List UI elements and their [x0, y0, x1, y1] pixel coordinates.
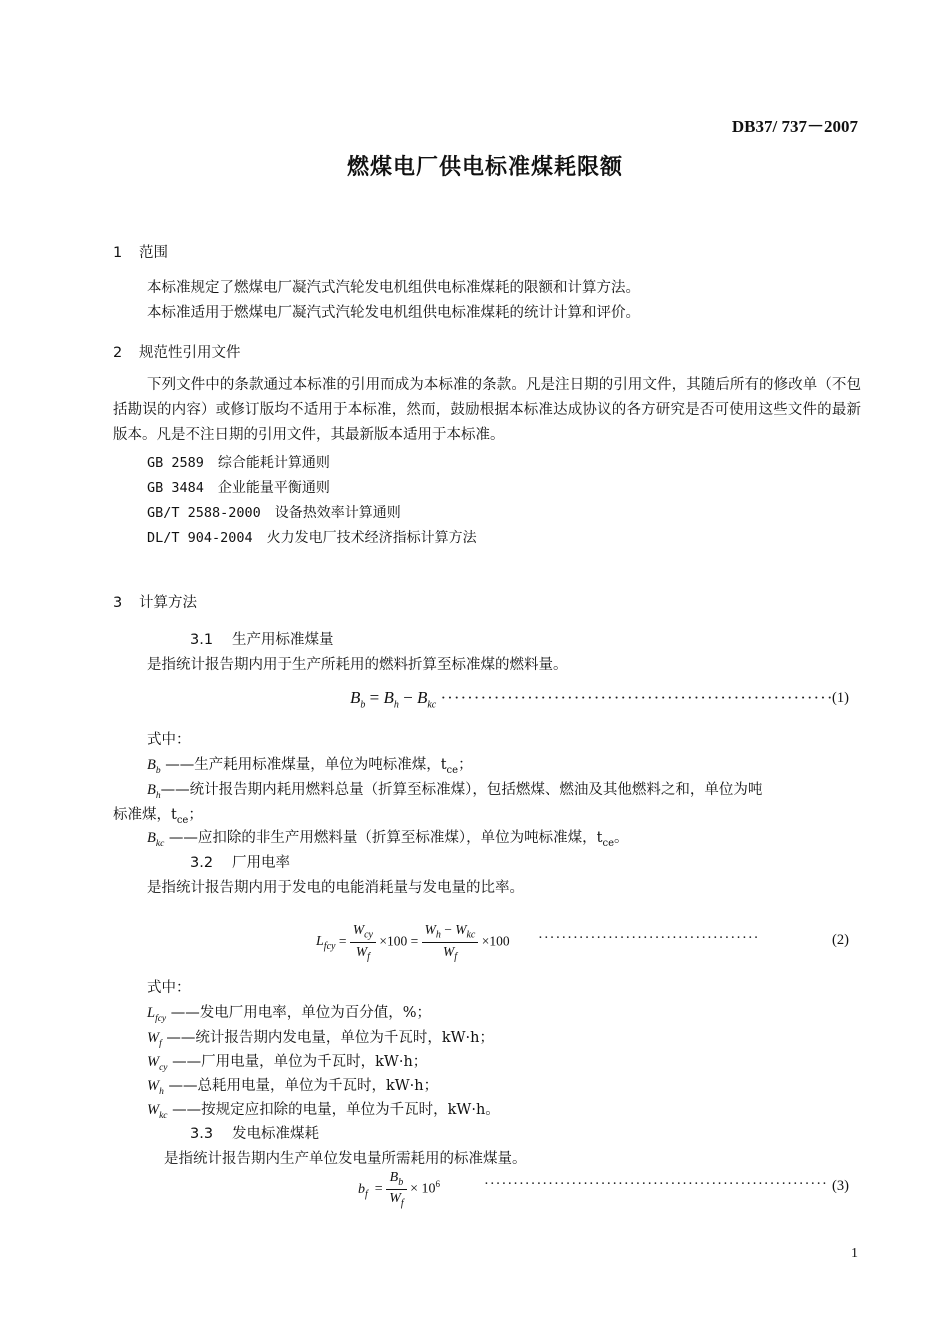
page-number: 1: [851, 1246, 858, 1261]
where-label: 式中：: [147, 732, 191, 748]
reference-name: 火力发电厂技术经济指标计算方法: [266, 530, 477, 546]
subsection-3-1-description: 是指统计报告期内用于生产所耗用的燃料折算至标准煤的燃料量。: [147, 657, 568, 673]
symbol-bb: $B_b$: [147, 757, 161, 776]
subsection-3-2-description: 是指统计报告期内用于发电的电能消耗量与发电量的比率。: [147, 880, 524, 896]
definition-bh-continued: [113, 803, 203, 826]
reference-item: [147, 452, 330, 472]
definition-wcy: [147, 1050, 427, 1073]
symbol-wcy: $W_{cy}$: [147, 1054, 168, 1073]
subsection-title: 生产用标准煤量: [232, 632, 334, 648]
definition-text: ——发电厂用电率，单位为百分值，%；: [170, 1005, 432, 1021]
equation-2-number: (2): [832, 932, 849, 948]
unit-subscript: ce: [176, 814, 189, 826]
section-title: 范围: [139, 245, 168, 261]
symbol-wkc: $W_{kc}$: [147, 1102, 168, 1121]
reference-code: GB 3484: [147, 480, 204, 496]
subsection-3-1-heading: [190, 628, 334, 649]
definition-wh: [147, 1074, 438, 1097]
leader-dots: ······································: [538, 930, 760, 946]
equation-3-number: (3): [832, 1178, 849, 1194]
fraction-bb-wf: $\frac{B_b}{W_f}$: [386, 1170, 406, 1209]
definition-text: ——按规定应扣除的电量，单位为千瓦时，kW·h。: [172, 1102, 500, 1118]
definition-text: ——厂用电量，单位为千瓦时，kW·h；: [172, 1054, 428, 1070]
section-number: 2: [113, 345, 123, 361]
section-number: 1: [113, 245, 123, 261]
subsection-number: 3.3: [190, 1126, 214, 1142]
leader-dots: ···························································: [440, 688, 834, 707]
fraction-wh-wkc-wf: $\frac{W_h - W_{kc}}{W_f}$: [422, 922, 479, 962]
equation-3: $b_f$ = $\frac{B_b}{W_f}$ × $10^6$: [358, 1170, 441, 1209]
definition-text: ——统计报告期内耗用燃料总量（折算至标准煤），包括燃煤、燃油及其他燃料之和，单位为吨: [160, 782, 763, 798]
punctuation: ；: [188, 807, 203, 823]
subsection-title: 厂用电率: [232, 855, 290, 871]
definition-text: ——统计报告期内发电量，单位为千瓦时，kW·h；: [166, 1030, 494, 1046]
definition-wkc: [147, 1098, 500, 1121]
reference-name: 综合能耗计算通则: [217, 455, 330, 471]
section-2-heading: [113, 341, 241, 362]
reference-item: [147, 527, 477, 547]
symbol-bkc: $B_{kc}$: [147, 830, 165, 849]
scope-paragraph-1: 本标准规定了燃煤电厂凝汽式汽轮发电机组供电标准煤耗的限额和计算方法。: [147, 280, 640, 296]
section-3-heading: [113, 591, 197, 612]
definition-text: ——生产耗用标准煤量，单位为吨标准煤，t: [165, 757, 447, 773]
definition-text: 标准煤，t: [113, 807, 177, 823]
equation-2-leader: [538, 930, 760, 947]
leader-dots: ···························································: [484, 1176, 828, 1192]
punctuation: 。: [614, 830, 629, 846]
where-label: 式中：: [147, 980, 191, 996]
subsection-number: 3.1: [190, 632, 214, 648]
subsection-3-3-description: 是指统计报告期内生产单位发电量所需耗用的标准煤量。: [164, 1151, 527, 1167]
unit-subscript: ce: [446, 764, 459, 776]
symbol-lfcy: $L_{fcy}$: [147, 1005, 167, 1024]
reference-code: DL/T 904-2004: [147, 530, 253, 546]
standard-code: DB37/ 737－2007: [731, 117, 858, 136]
punctuation: ；: [458, 757, 473, 773]
unit-subscript: ce: [602, 837, 615, 849]
reference-item: [147, 502, 401, 522]
equation-2: $L_{fcy}$ = $\frac{W_{cy}}{W_f}$ ×100 = $\frac{W_h - W_{kc}}{W_f}$ ×100: [316, 922, 510, 963]
section-number: 3: [113, 595, 123, 611]
definition-text: ——总耗用电量，单位为千瓦时，kW·h；: [168, 1078, 439, 1094]
reference-item: [147, 477, 330, 497]
definition-wf: [147, 1026, 494, 1049]
definition-text: ——应扣除的非生产用燃料量（折算至标准煤），单位为吨标准煤，t: [168, 830, 603, 846]
definition-bkc: [147, 826, 629, 849]
reference-code: GB/T 2588-2000: [147, 505, 261, 521]
definition-bh: [147, 778, 762, 801]
subsection-3-2-heading: [190, 851, 290, 872]
definition-lfcy: [147, 1001, 431, 1024]
equation-1: $B_b = B_h - B_{kc}$ ···························································: [350, 688, 834, 711]
references-intro-paragraph: 下列文件中的条款通过本标准的引用而成为本标准的条款。凡是注日期的引用文件，其随后所有的修改单（不包括勘误的内容）或修订版均不适用于本标准，然而，鼓励根据本标准达成协议的各方研究是否可使用这些文件的最新版本。凡是不注日期的引用文件，其最新版本适用于本标准。: [113, 377, 861, 443]
equation-3-leader: [484, 1176, 828, 1193]
subsection-3-3-heading: [190, 1122, 319, 1143]
symbol-wf: $W_f$: [147, 1030, 162, 1049]
subsection-title: 发电标准煤耗: [232, 1126, 319, 1142]
definition-bb: [147, 753, 473, 776]
reference-code: GB 2589: [147, 455, 204, 471]
symbol-bh: $B_h$: [147, 782, 161, 801]
equation-1-number: (1): [832, 690, 849, 706]
document-title: 燃煤电厂供电标准煤耗限额: [346, 155, 623, 180]
fraction-wcy-wf: $\frac{W_{cy}}{W_f}$: [350, 922, 376, 962]
reference-name: 设备热效率计算通则: [274, 505, 401, 521]
section-title: 计算方法: [139, 595, 197, 611]
symbol-wh: $W_h$: [147, 1078, 164, 1097]
subsection-number: 3.2: [190, 855, 214, 871]
scope-paragraph-2: 本标准适用于燃煤电厂凝汽式汽轮发电机组供电标准煤耗的统计计算和评价。: [147, 305, 640, 321]
section-1-heading: [113, 241, 168, 262]
section-title: 规范性引用文件: [139, 345, 241, 361]
reference-name: 企业能量平衡通则: [217, 480, 330, 496]
